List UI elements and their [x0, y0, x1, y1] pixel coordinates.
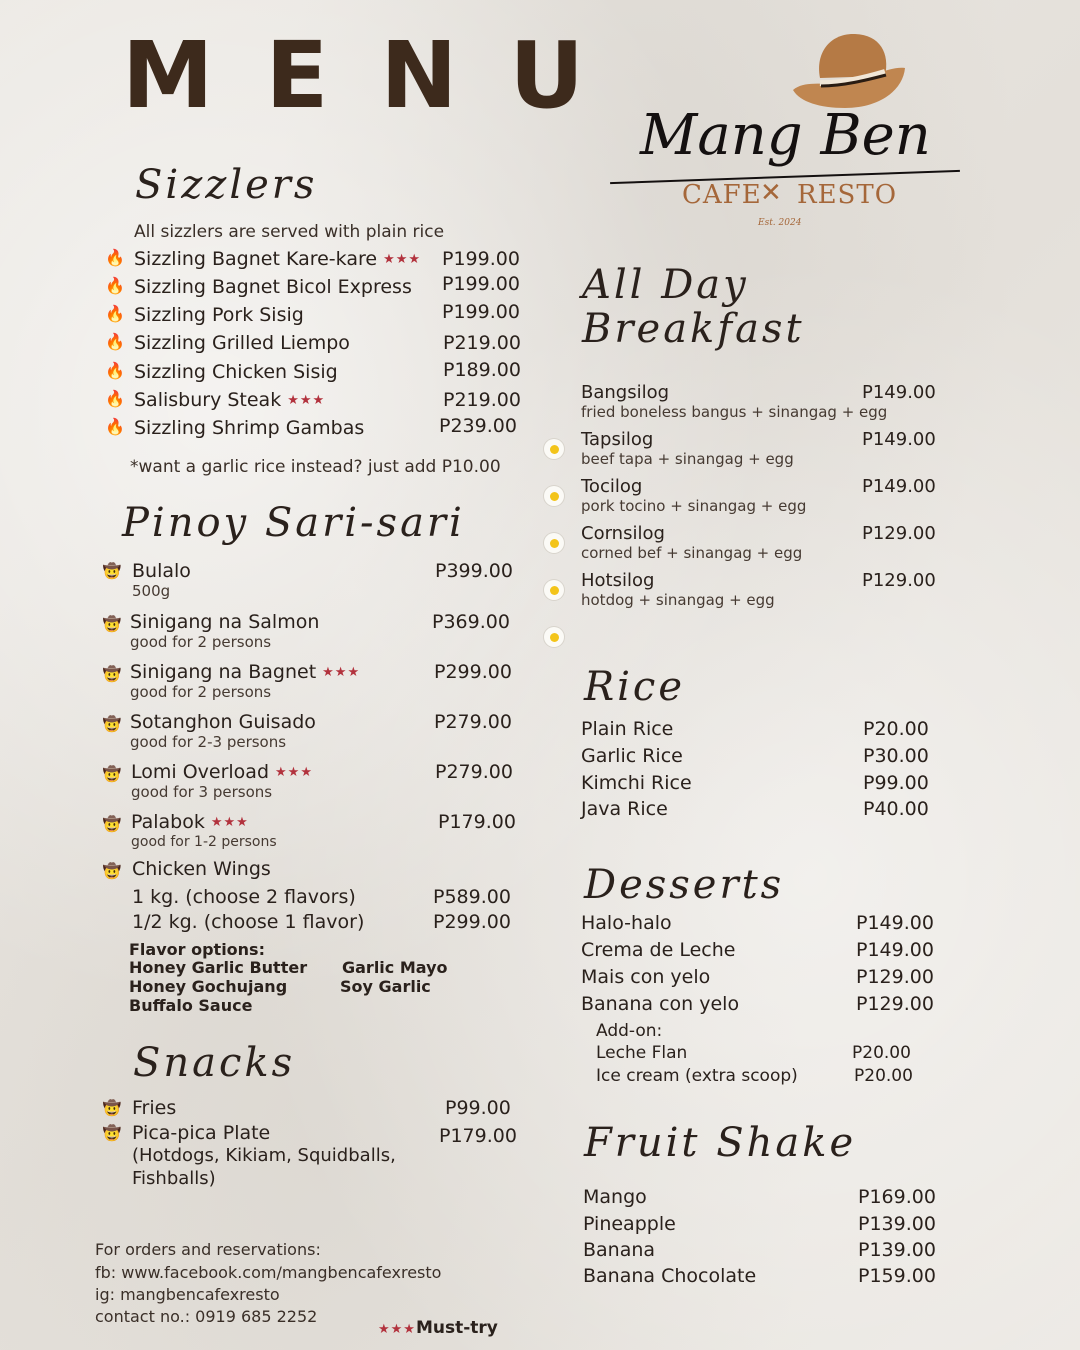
fire-icon: 🔥	[105, 361, 125, 380]
fire-icon: 🔥	[105, 417, 125, 436]
item-name: Pica-pica Plate	[132, 1122, 271, 1144]
rice-heading: Rice	[584, 664, 685, 710]
flavor-option: Honey Garlic Butter	[129, 958, 308, 977]
item-name: Sizzling Shrimp Gambas	[134, 417, 365, 439]
item-price: P239.00	[439, 415, 517, 437]
item-price: P149.00	[856, 912, 934, 934]
wings-option-price: P299.00	[433, 911, 511, 933]
desserts-heading: Desserts	[584, 862, 785, 908]
fire-icon: 🔥	[105, 389, 125, 408]
list-item	[583, 1186, 943, 1212]
item-name: Crema de Leche	[581, 939, 736, 961]
item-desc: good for 2 persons	[130, 683, 272, 701]
item-price: P219.00	[443, 332, 521, 354]
sizzlers-heading: Sizzlers	[135, 162, 318, 208]
footer-line: For orders and reservations:	[95, 1240, 321, 1259]
item-name: Kimchi Rice	[581, 772, 692, 794]
fried-egg-icon	[544, 627, 564, 647]
addon-label: Add-on:	[596, 1021, 663, 1041]
item-name: Hotsilog	[581, 570, 655, 591]
fork-knife-icon: ✕	[760, 178, 782, 208]
logo-subtitle-right: RESTO	[797, 180, 898, 210]
breakfast-heading-2: Breakfast	[582, 306, 805, 352]
item-name: Banana con yelo	[581, 993, 740, 1015]
item-name: Sinigang na Bagnet	[130, 661, 317, 683]
item-price: P40.00	[863, 798, 929, 820]
list-item	[105, 330, 525, 358]
item-desc: good for 2-3 persons	[130, 733, 287, 751]
item-desc: fried boneless bangus + sinangag + egg	[581, 403, 888, 421]
list-item	[105, 387, 525, 415]
must-try-legend	[378, 1318, 498, 1338]
list-item	[540, 570, 940, 614]
item-name: Sinigang na Salmon	[130, 611, 320, 633]
list-item	[102, 661, 522, 707]
logo	[600, 28, 970, 238]
list-item	[105, 301, 525, 329]
list-item	[105, 273, 525, 301]
item-price: P129.00	[856, 966, 934, 988]
fried-egg-icon	[544, 486, 564, 506]
item-price: P129.00	[862, 523, 936, 544]
item-price: P299.00	[434, 661, 512, 683]
list-item	[102, 1097, 522, 1123]
item-price: P199.00	[442, 273, 520, 295]
hat-icon: 🤠	[102, 562, 122, 580]
item-name: Banana Chocolate	[583, 1265, 757, 1287]
item-name: Salisbury Steak	[134, 389, 282, 411]
item-name: Mais con yelo	[581, 966, 711, 988]
hat-icon: 🤠	[102, 1099, 122, 1117]
item-name: Ice cream (extra scoop)	[596, 1066, 798, 1086]
item-name: Sizzling Pork Sisig	[134, 304, 304, 326]
list-item	[581, 939, 941, 965]
list-item	[581, 912, 941, 938]
list-item	[596, 1043, 936, 1067]
must-try-stars: ★★★	[210, 815, 249, 830]
item-price: P99.00	[445, 1097, 511, 1119]
flavor-option: Honey Gochujang	[129, 977, 288, 996]
item-price: P369.00	[432, 611, 510, 633]
item-price: P149.00	[862, 382, 936, 403]
list-item	[581, 718, 941, 744]
item-detail: (Hotdogs, Kikiam, Squidballs,	[132, 1145, 396, 1166]
item-price: P399.00	[435, 560, 513, 582]
hat-icon: 🤠	[102, 815, 122, 833]
item-name: Sizzling Grilled Liempo	[134, 332, 350, 354]
flavor-option: Buffalo Sauce	[129, 996, 253, 1015]
item-price: P199.00	[442, 248, 520, 270]
must-try-stars: ★★★	[322, 665, 361, 680]
list-item	[102, 611, 522, 657]
list-item	[583, 1239, 943, 1265]
item-price: P30.00	[863, 745, 929, 767]
list-item	[540, 429, 940, 473]
item-name: Sizzling Chicken Sisig	[134, 361, 338, 383]
fire-icon: 🔥	[105, 332, 125, 351]
sizzlers-note: All sizzlers are served with plain rice	[134, 222, 445, 242]
item-price: P129.00	[862, 570, 936, 591]
item-price: P149.00	[862, 429, 936, 450]
list-item	[540, 476, 940, 520]
list-item	[102, 560, 522, 606]
list-item	[583, 1265, 943, 1291]
item-desc: good for 2 persons	[130, 633, 272, 651]
flavor-options-title: Flavor options:	[129, 940, 265, 959]
item-name: Halo-halo	[581, 912, 672, 934]
item-name: Cornsilog	[581, 523, 665, 544]
list-item	[105, 359, 525, 387]
snacks-heading: Snacks	[133, 1040, 296, 1086]
item-name: Tocilog	[581, 476, 643, 497]
item-desc: pork tocino + sinangag + egg	[581, 497, 807, 515]
item-price: P279.00	[435, 761, 513, 783]
breakfast-heading-1: All Day	[582, 262, 749, 308]
item-desc: corned bef + sinangag + egg	[581, 544, 803, 562]
logo-name: Mang Ben	[640, 103, 931, 168]
pinoy-heading: Pinoy Sari-sari	[122, 500, 465, 546]
item-name: Sizzling Bagnet Kare-kare	[134, 248, 378, 270]
must-try-label: Must-try	[415, 1318, 498, 1338]
item-name: Sotanghon Guisado	[130, 711, 316, 733]
fried-egg-icon	[544, 439, 564, 459]
list-item	[105, 415, 525, 443]
item-name: Banana	[583, 1239, 656, 1261]
item-name: Mango	[583, 1186, 647, 1208]
list-item	[540, 382, 940, 426]
list-item	[581, 798, 941, 824]
item-name: Java Rice	[581, 798, 668, 820]
item-name: Palabok	[131, 811, 205, 833]
list-item	[581, 745, 941, 771]
fire-icon: 🔥	[105, 304, 125, 323]
hat-icon: 🤠	[102, 615, 122, 633]
item-price: P159.00	[858, 1265, 936, 1287]
item-name: Fries	[132, 1097, 177, 1119]
item-desc: good for 3 persons	[131, 783, 273, 801]
contact-number: contact no.: 0919 685 2252	[95, 1307, 318, 1326]
fire-icon: 🔥	[105, 276, 125, 295]
hat-icon: 🤠	[102, 1124, 122, 1142]
item-name: Garlic Rice	[581, 745, 683, 767]
must-try-stars: ★★★	[275, 765, 313, 780]
item-price: P279.00	[434, 711, 512, 733]
list-item	[581, 966, 941, 992]
wings-option-label: 1/2 kg. (choose 1 flavor)	[132, 911, 365, 933]
list-item	[581, 993, 941, 1019]
item-price: P99.00	[863, 772, 929, 794]
hat-icon: 🤠	[102, 862, 122, 880]
item-desc: good for 1-2 persons	[131, 834, 277, 850]
item-desc: beef tapa + sinangag + egg	[581, 450, 794, 468]
item-name: Plain Rice	[581, 718, 674, 740]
item-desc: hotdog + sinangag + egg	[581, 591, 775, 609]
item-price: P129.00	[856, 993, 934, 1015]
cowboy-hat-icon	[785, 28, 910, 113]
item-name: Leche Flan	[596, 1043, 688, 1063]
list-item	[102, 761, 522, 807]
list-item	[105, 246, 525, 274]
menu-title: MENU	[122, 22, 637, 129]
item-price: P20.00	[854, 1066, 913, 1086]
item-name: Tapsilog	[581, 429, 654, 450]
fried-egg-icon	[544, 580, 564, 600]
item-detail: Fishballs)	[132, 1168, 216, 1189]
flavor-option: Soy Garlic	[340, 977, 431, 996]
logo-underline	[610, 170, 960, 184]
item-price: P189.00	[443, 359, 521, 381]
item-name: Bulalo	[132, 560, 191, 582]
list-item	[540, 523, 940, 567]
instagram-handle[interactable]: ig: mangbencafexresto	[95, 1285, 280, 1304]
facebook-link[interactable]: fb: www.facebook.com/mangbencafexresto	[95, 1263, 442, 1282]
list-item	[102, 858, 522, 938]
must-try-stars: ★★★	[378, 1322, 416, 1337]
item-price: P139.00	[858, 1239, 936, 1261]
item-price: P20.00	[863, 718, 929, 740]
item-name: Lomi Overload	[131, 761, 270, 783]
item-name: Pineapple	[583, 1213, 676, 1235]
list-item	[581, 772, 941, 798]
item-price: P179.00	[438, 811, 516, 833]
item-price: P199.00	[442, 301, 520, 323]
logo-subtitle-left: CAFE	[682, 180, 762, 210]
logo-est: Est. 2024	[758, 218, 802, 228]
list-item	[596, 1066, 936, 1090]
hat-icon: 🤠	[102, 715, 122, 733]
item-price: P149.00	[862, 476, 936, 497]
item-desc: 500g	[132, 582, 171, 600]
item-price: P139.00	[858, 1213, 936, 1235]
item-price: P219.00	[443, 389, 521, 411]
shake-heading: Fruit Shake	[584, 1120, 857, 1166]
item-name: Bangsilog	[581, 382, 670, 403]
hat-icon: 🤠	[102, 665, 122, 683]
fire-icon: 🔥	[105, 248, 125, 267]
item-price: P169.00	[858, 1186, 936, 1208]
must-try-stars: ★★★	[383, 252, 422, 267]
wings-option-price: P589.00	[433, 886, 511, 908]
list-item	[583, 1213, 943, 1239]
must-try-stars: ★★★	[287, 393, 326, 408]
item-price: P179.00	[439, 1125, 517, 1147]
flavor-option: Garlic Mayo	[342, 958, 448, 977]
list-item	[102, 1122, 522, 1192]
list-item	[102, 711, 522, 757]
item-name: Sizzling Bagnet Bicol Express	[134, 276, 412, 298]
fried-egg-icon	[544, 533, 564, 553]
item-price: P149.00	[856, 939, 934, 961]
wings-option-label: 1 kg. (choose 2 flavors)	[132, 886, 356, 908]
hat-icon: 🤠	[102, 765, 122, 783]
item-price: P20.00	[852, 1043, 911, 1063]
garlic-rice-note: *want a garlic rice instead? just add P10.00	[130, 457, 501, 477]
list-item	[102, 811, 522, 857]
item-name: Chicken Wings	[132, 858, 271, 880]
